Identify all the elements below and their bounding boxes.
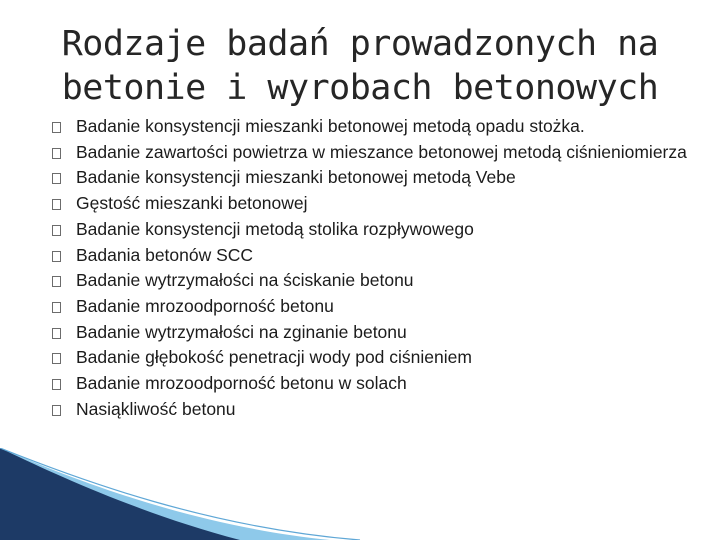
bullet-text: Badanie zawartości powietrza w mieszance betonowej metodą ciśnieniomierza: [76, 141, 687, 162]
square-bullet-icon: [52, 173, 61, 184]
bullet-item: [52, 140, 692, 166]
bullet-item: [52, 397, 692, 423]
bullet-item: [52, 191, 692, 217]
slide-title-line-2: betonie i wyrobach betonowych: [61, 68, 659, 108]
square-bullet-icon: [52, 199, 61, 210]
slide-title: [0, 22, 720, 110]
square-bullet-icon: [52, 148, 61, 159]
square-bullet-icon: [52, 302, 61, 313]
slide-title-line-1: Rodzaje badań prowadzonych na: [61, 24, 659, 64]
square-bullet-icon: [52, 353, 61, 364]
bullet-text: Nasiąkliwość betonu: [76, 398, 236, 419]
decorative-swoosh: [0, 448, 720, 540]
bullet-item: [52, 114, 692, 140]
square-bullet-icon: [52, 122, 61, 133]
bullet-text: Badanie konsystencji mieszanki betonowej metodą opadu stożka.: [76, 116, 585, 136]
square-bullet-icon: [52, 328, 61, 339]
bullet-text: Badanie głębokość penetracji wody pod ciśnieniem: [76, 347, 472, 368]
bullet-list: [52, 114, 692, 422]
bullet-text: Badanie konsystencji metodą stolika rozpływowego: [76, 218, 474, 239]
bullet-item: [52, 165, 692, 191]
bullet-item: [52, 243, 692, 269]
bullet-text: Badanie mrozoodporność betonu: [76, 295, 334, 316]
bullet-item: [52, 294, 692, 320]
bullet-item: [52, 320, 692, 346]
bullet-text: Badania betonów SCC: [76, 244, 254, 265]
bullet-text: Badanie mrozoodporność betonu w solach: [76, 373, 407, 394]
bullet-text: Badanie wytrzymałości na zginanie betonu: [76, 321, 407, 342]
bullet-text: Badanie konsystencji mieszanki betonowej metodą Vebe: [76, 167, 516, 188]
bullet-text: Badanie wytrzymałości na ściskanie betonu: [76, 270, 414, 291]
square-bullet-icon: [52, 405, 61, 416]
square-bullet-icon: [52, 379, 61, 390]
square-bullet-icon: [52, 225, 61, 236]
bullet-item: [52, 268, 692, 294]
square-bullet-icon: [52, 251, 61, 262]
bullet-item: [52, 371, 692, 397]
bullet-item: [52, 217, 692, 243]
square-bullet-icon: [52, 276, 61, 287]
bullet-item: [52, 345, 692, 371]
bullet-text: Gęstość mieszanki betonowej: [76, 193, 308, 214]
